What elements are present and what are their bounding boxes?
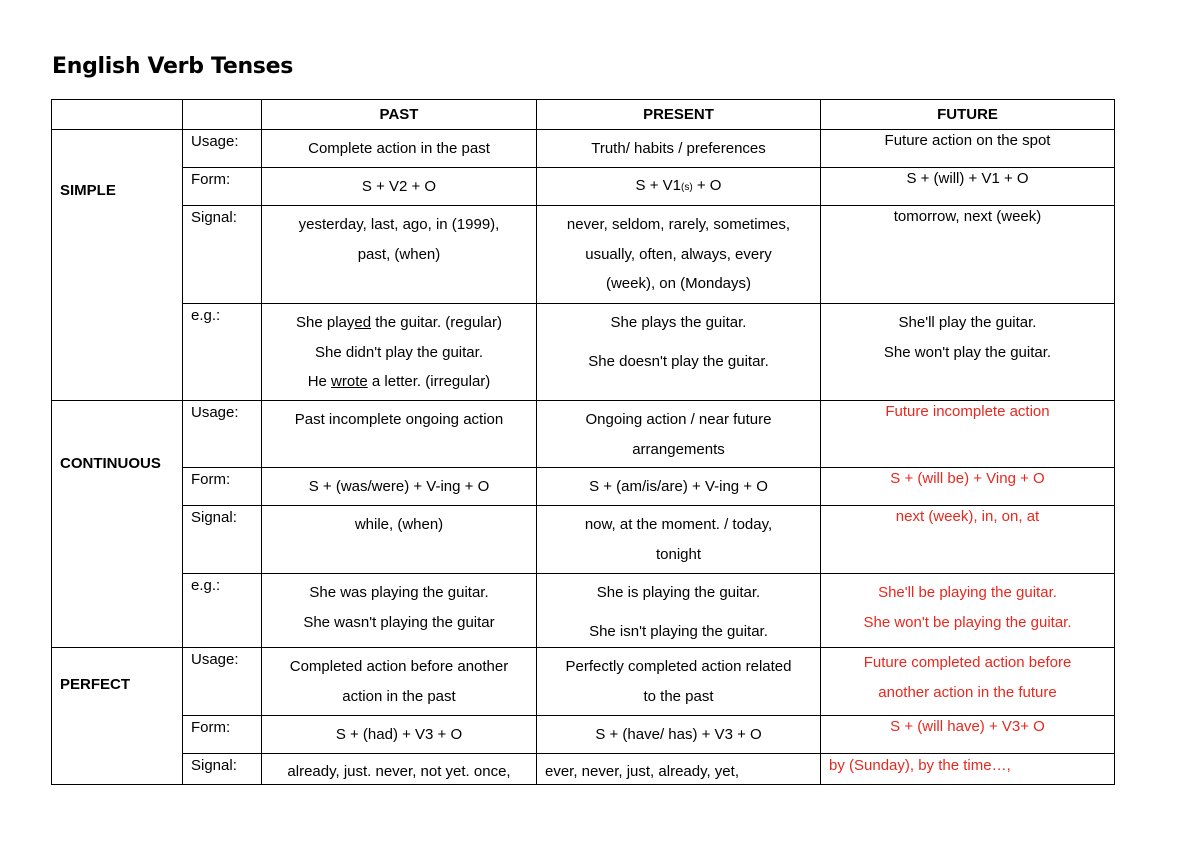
perfect-usage-future: Future completed action before another action in the future: [821, 648, 1115, 716]
continuous-eg-row: [52, 574, 1115, 648]
simple-signal-future: tomorrow, next (week): [821, 206, 1115, 304]
continuous-eg-future: She'll be playing the guitar. She won't be playing the guitar.: [821, 574, 1115, 648]
simple-usage-past: Complete action in the past: [262, 130, 537, 168]
perfect-usage-past: Completed action before another action in the past: [262, 648, 537, 716]
perfect-signal-row: [52, 754, 1115, 785]
label-form: Form:: [183, 716, 262, 754]
label-signal: Signal:: [183, 206, 262, 304]
continuous-form-past: S + (was/were) + V-ing + O: [262, 468, 537, 506]
continuous-form-present: S + (am/is/are) + V-ing + O: [537, 468, 821, 506]
perfect-signal-present: ever, never, just, already, yet,: [537, 754, 821, 785]
simple-form-past: S + V2 + O: [262, 168, 537, 206]
label-signal: Signal:: [183, 754, 262, 785]
simple-eg-future: She'll play the guitar. She won't play the guitar.: [821, 304, 1115, 401]
group-simple: SIMPLE: [52, 130, 183, 401]
simple-usage-row: [52, 130, 1115, 168]
continuous-form-row: [52, 468, 1115, 506]
simple-form-present: S + V1(s) + O: [537, 168, 821, 206]
corner-cell-2: [183, 100, 262, 130]
continuous-usage-future: Future incomplete action: [821, 401, 1115, 468]
simple-signal-past: yesterday, last, ago, in (1999), past, (when): [262, 206, 537, 304]
continuous-eg-present: She is playing the guitar. She isn't playing the guitar.: [537, 574, 821, 648]
continuous-usage-past: Past incomplete ongoing action: [262, 401, 537, 468]
header-future: FUTURE: [821, 100, 1115, 130]
label-usage: Usage:: [183, 648, 262, 716]
corner-cell-1: [52, 100, 183, 130]
perfect-form-past: S + (had) + V3 + O: [262, 716, 537, 754]
label-form: Form:: [183, 168, 262, 206]
continuous-signal-row: [52, 506, 1115, 574]
simple-form-row: [52, 168, 1115, 206]
simple-signal-row: [52, 206, 1115, 304]
header-past: PAST: [262, 100, 537, 130]
simple-signal-present: never, seldom, rarely, sometimes, usually, often, always, every (week), on (Mondays): [537, 206, 821, 304]
continuous-signal-future: next (week), in, on, at: [821, 506, 1115, 574]
label-usage: Usage:: [183, 130, 262, 168]
perfect-form-present: S + (have/ has) + V3 + O: [537, 716, 821, 754]
perfect-signal-past: already, just. never, not yet. once,: [262, 754, 537, 785]
perfect-form-row: [52, 716, 1115, 754]
simple-eg-present: She plays the guitar. She doesn't play the guitar.: [537, 304, 821, 401]
simple-eg-past: She played the guitar. (regular) She didn't play the guitar. He wrote a letter. (irregular): [262, 304, 537, 401]
continuous-form-future: S + (will be) + Ving + O: [821, 468, 1115, 506]
label-usage: Usage:: [183, 401, 262, 468]
perfect-usage-present: Perfectly completed action related to the past: [537, 648, 821, 716]
perfect-signal-future: by (Sunday), by the time…,: [821, 754, 1115, 785]
document-title: English Verb Tenses: [52, 54, 294, 79]
continuous-signal-past: while, (when): [262, 506, 537, 574]
group-continuous: CONTINUOUS: [52, 401, 183, 648]
simple-usage-future: Future action on the spot: [821, 130, 1115, 168]
perfect-usage-row: [52, 648, 1115, 716]
label-form: Form:: [183, 468, 262, 506]
perfect-form-future: S + (will have) + V3+ O: [821, 716, 1115, 754]
simple-eg-row: [52, 304, 1115, 401]
continuous-usage-present: Ongoing action / near future arrangements: [537, 401, 821, 468]
simple-form-future: S + (will) + V1 + O: [821, 168, 1115, 206]
label-eg: e.g.:: [183, 304, 262, 401]
verb-tenses-table: [51, 99, 1115, 785]
group-perfect: PERFECT: [52, 648, 183, 785]
label-eg: e.g.:: [183, 574, 262, 648]
label-signal: Signal:: [183, 506, 262, 574]
continuous-usage-row: [52, 401, 1115, 468]
simple-usage-present: Truth/ habits / preferences: [537, 130, 821, 168]
continuous-signal-present: now, at the moment. / today, tonight: [537, 506, 821, 574]
header-row: [52, 100, 1115, 130]
continuous-eg-past: She was playing the guitar. She wasn't playing the guitar: [262, 574, 537, 648]
header-present: PRESENT: [537, 100, 821, 130]
